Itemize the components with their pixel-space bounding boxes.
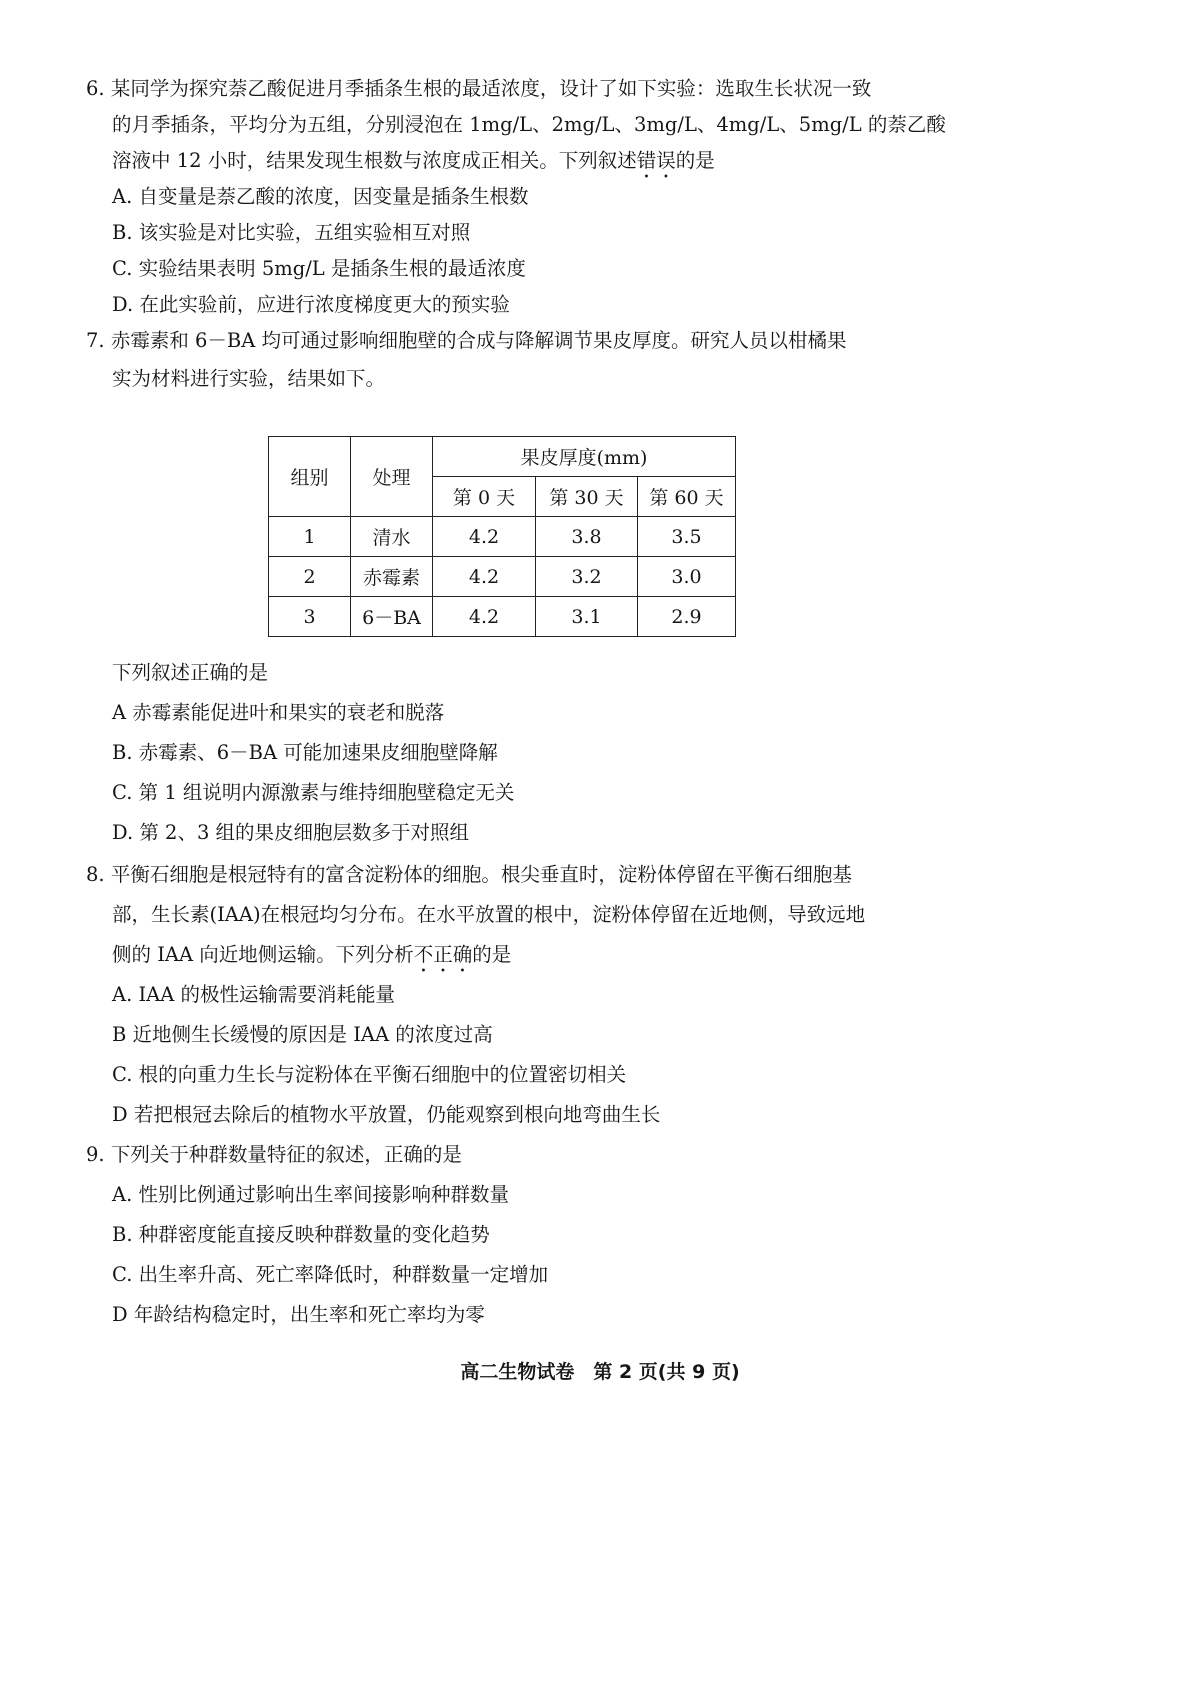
q6-number: 6. [86, 77, 105, 100]
q6-stem-line-3: 溶液中 12 小时，结果发现生根数与浓度成正相关。下列叙述错误的是 [112, 149, 715, 172]
q6-option-d: D. 在此实验前，应进行浓度梯度更大的预实验 [112, 293, 510, 316]
q7-option-c: C. 第 1 组说明内源激素与维持细胞壁稳定无关 [112, 781, 515, 804]
cell-group: 2 [269, 557, 351, 597]
q9-option-d: D 年龄结构稳定时，出生率和死亡率均为零 [112, 1303, 485, 1326]
q7-question: 下列叙述正确的是 [112, 661, 269, 684]
cell-value: 2.9 [638, 597, 736, 637]
q9-option-c: C. 出生率升高、死亡率降低时，种群数量一定增加 [112, 1263, 549, 1286]
q9-option-b: B. 种群密度能直接反映种群数量的变化趋势 [112, 1223, 490, 1246]
q8-stem-line-1: 8. 平衡石细胞是根冠特有的富含淀粉体的细胞。根尖垂直时，淀粉体停留在平衡石细胞基 [86, 863, 852, 886]
cell-value: 3.1 [536, 597, 638, 637]
q6-stem-line-1: 6. 某同学为探究萘乙酸促进月季插条生根的最适浓度，设计了如下实验：选取生长状况一致 [86, 77, 872, 100]
q8-stem-line-2: 部，生长素(IAA)在根冠均匀分布。在水平放置的根中，淀粉体停留在近地侧，导致远地 [112, 903, 866, 926]
header-treatment: 处理 [351, 437, 433, 517]
table-row [269, 517, 736, 557]
cell-value: 3.8 [536, 517, 638, 557]
q6-stem-line-2: 的月季插条，平均分为五组，分别浸泡在 1mg/L、2mg/L、3mg/L、4mg/L、5mg/L 的萘乙酸 [112, 113, 946, 136]
header-thickness: 果皮厚度(mm) [433, 437, 736, 477]
q9-option-a: A. 性别比例通过影响出生率间接影响种群数量 [112, 1183, 509, 1206]
q7-option-d: D. 第 2、3 组的果皮细胞层数多于对照组 [112, 821, 470, 844]
q8-emphasis: 不正确 [413, 943, 473, 966]
q7-stem-line-1: 7. 赤霉素和 6－BA 均可通过影响细胞壁的合成与降解调节果皮厚度。研究人员以柑橘果 [86, 329, 847, 352]
q7-number: 7. [86, 329, 105, 352]
table-row [269, 557, 736, 597]
cell-value: 3.5 [638, 517, 736, 557]
q8-number: 8. [86, 863, 105, 886]
q9-stem: 9. 下列关于种群数量特征的叙述，正确的是 [86, 1143, 462, 1166]
q6-option-c: C. 实验结果表明 5mg/L 是插条生根的最适浓度 [112, 257, 526, 280]
cell-group: 1 [269, 517, 351, 557]
cell-value: 3.2 [536, 557, 638, 597]
cell-value: 3.0 [638, 557, 736, 597]
cell-treatment: 赤霉素 [351, 557, 433, 597]
q8-option-a: A. IAA 的极性运输需要消耗能量 [112, 983, 396, 1006]
cell-value: 4.2 [433, 557, 536, 597]
cell-value: 4.2 [433, 597, 536, 637]
page-footer: 高二生物试卷 第 2 页(共 9 页) [460, 1361, 740, 1383]
header-day-60: 第 60 天 [638, 477, 736, 517]
cell-group: 3 [269, 597, 351, 637]
header-day-0: 第 0 天 [433, 477, 536, 517]
q8-option-c: C. 根的向重力生长与淀粉体在平衡石细胞中的位置密切相关 [112, 1063, 627, 1086]
q9-number: 9. [86, 1143, 105, 1166]
cell-value: 4.2 [433, 517, 536, 557]
q7-option-a: A 赤霉素能促进叶和果实的衰老和脱落 [112, 701, 445, 724]
fruit-peel-thickness-table [268, 436, 736, 637]
header-day-30: 第 30 天 [536, 477, 638, 517]
q8-option-d: D 若把根冠去除后的植物水平放置，仍能观察到根向地弯曲生长 [112, 1103, 661, 1126]
q7-option-b: B. 赤霉素、6－BA 可能加速果皮细胞壁降解 [112, 741, 498, 764]
q6-option-a: A. 自变量是萘乙酸的浓度，因变量是插条生根数 [112, 185, 529, 208]
header-group: 组别 [269, 437, 351, 517]
q6-option-b: B. 该实验是对比实验，五组实验相互对照 [112, 221, 471, 244]
q8-stem-line-3: 侧的 IAA 向近地侧运输。下列分析不正确的是 [112, 943, 512, 966]
table-header-row [269, 437, 736, 477]
cell-treatment: 清水 [351, 517, 433, 557]
q7-stem-line-2: 实为材料进行实验，结果如下。 [112, 367, 386, 390]
table-row [269, 597, 736, 637]
q6-emphasis: 错误 [636, 149, 676, 172]
q8-option-b: B 近地侧生长缓慢的原因是 IAA 的浓度过高 [112, 1023, 493, 1046]
cell-treatment: 6－BA [351, 597, 433, 637]
